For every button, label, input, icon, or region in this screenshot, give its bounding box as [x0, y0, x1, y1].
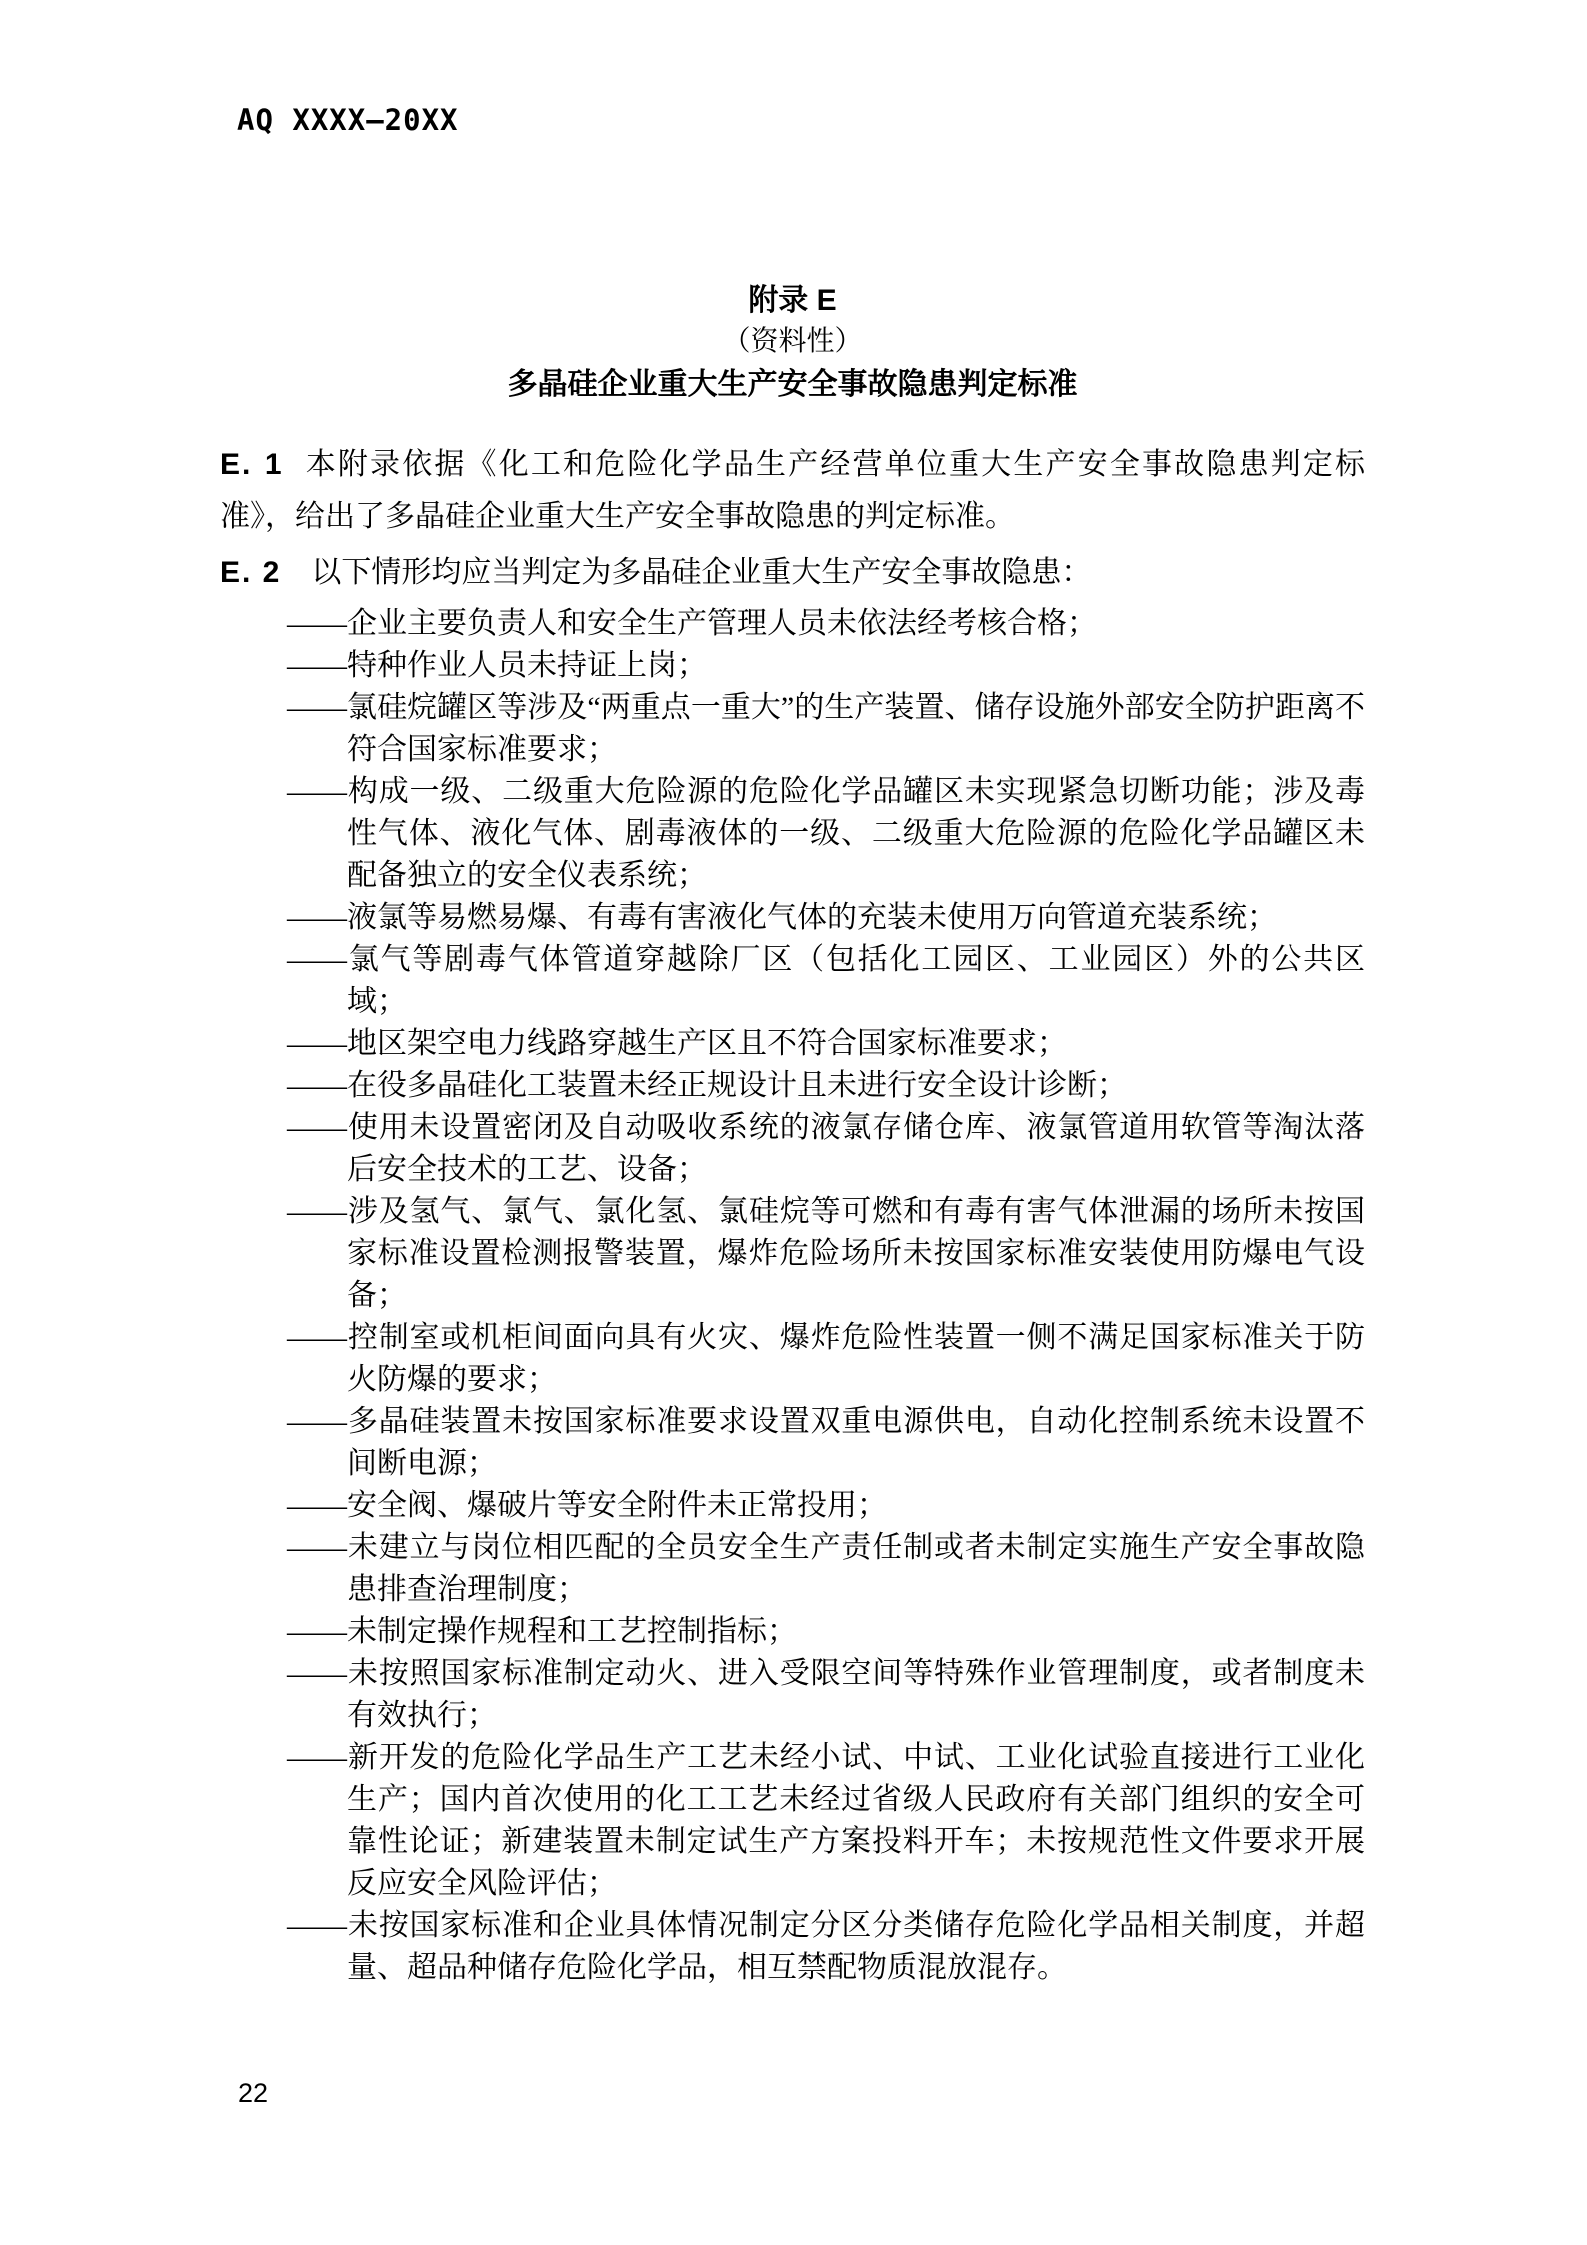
hazard-item	[220, 645, 1365, 687]
item-dash: ——	[287, 1531, 347, 1564]
item-dash: ——	[287, 607, 347, 640]
hazard-item	[220, 603, 1365, 645]
item-text: 氯气等剧毒气体管道穿越除厂区（包括化工园区、工业园区）外的公共区域；	[347, 943, 1365, 1018]
page-number: 22	[238, 2078, 269, 2108]
hazard-item	[220, 771, 1365, 897]
hazard-item	[220, 1485, 1365, 1527]
item-dash: ——	[287, 775, 347, 808]
hazard-item	[220, 1065, 1365, 1107]
hazard-item	[220, 939, 1365, 1023]
clause-e1-text: 本附录依据《化工和危险化学品生产经营单位重大生产安全事故隐患判定标准》，给出了多晶硅企业重大生产安全事故隐患的判定标准。	[220, 448, 1365, 533]
item-dash: ——	[287, 1405, 347, 1438]
standard-number-header: AQ XXXX—20XX	[237, 103, 459, 137]
item-text: 未建立与岗位相匹配的全员安全生产责任制或者未制定实施生产安全事故隐患排查治理制度；	[347, 1531, 1365, 1606]
item-dash: ——	[287, 1321, 347, 1354]
appendix-type: （资料性）	[722, 326, 863, 357]
item-dash: ——	[287, 1657, 347, 1690]
item-dash: ——	[287, 1741, 347, 1774]
item-text: 特种作业人员未持证上岗；	[347, 649, 707, 682]
appendix-label: 附录 E	[748, 284, 837, 317]
appendix-title: 多晶硅企业重大生产安全事故隐患判定标准	[507, 368, 1078, 401]
item-text: 使用未设置密闭及自动吸收系统的液氯存储仓库、液氯管道用软管等淘汰落后安全技术的工艺、设备；	[347, 1111, 1365, 1186]
item-dash: ——	[287, 943, 347, 976]
hazard-item	[220, 1527, 1365, 1611]
item-text: 构成一级、二级重大危险源的危险化学品罐区未实现紧急切断功能；涉及毒性气体、液化气体、剧毒液体的一级、二级重大危险源的危险化学品罐区未配备独立的安全仪表系统；	[347, 775, 1365, 892]
item-dash: ——	[287, 691, 347, 724]
item-dash: ——	[287, 1615, 347, 1648]
item-dash: ——	[287, 901, 347, 934]
item-dash: ——	[287, 1111, 347, 1144]
clause-e2-text: 以下情形均应当判定为多晶硅企业重大生产安全事故隐患：	[311, 556, 1092, 589]
hazard-item	[220, 687, 1365, 771]
hazard-list	[220, 603, 1365, 1989]
item-text: 多晶硅装置未按国家标准要求设置双重电源供电，自动化控制系统未设置不间断电源；	[347, 1405, 1365, 1480]
item-dash: ——	[287, 649, 347, 682]
item-text: 未按国家标准和企业具体情况制定分区分类储存危险化学品相关制度，并超量、超品种储存危险化学品，相互禁配物质混放混存。	[347, 1909, 1365, 1984]
item-text: 未按照国家标准制定动火、进入受限空间等特殊作业管理制度，或者制度未有效执行；	[347, 1657, 1365, 1732]
item-dash: ——	[287, 1069, 347, 1102]
hazard-item	[220, 1905, 1365, 1989]
item-dash: ——	[287, 1195, 347, 1228]
hazard-item	[220, 1191, 1365, 1317]
item-text: 涉及氢气、氯气、氯化氢、氯硅烷等可燃和有毒有害气体泄漏的场所未按国家标准设置检测报警装置，爆炸危险场所未按国家标准安装使用防爆电气设备；	[347, 1195, 1365, 1312]
item-dash: ——	[287, 1027, 347, 1060]
item-text: 新开发的危险化学品生产工艺未经小试、中试、工业化试验直接进行工业化生产；国内首次使用的化工工艺未经过省级人民政府有关部门组织的安全可靠性论证；新建装置未制定试生产方案投料开车；未按规范性文件要求开展反应安全风险评估；	[347, 1741, 1365, 1900]
hazard-item	[220, 1401, 1365, 1485]
hazard-item	[220, 897, 1365, 939]
item-text: 液氯等易燃易爆、有毒有害液化气体的充装未使用万向管道充装系统；	[347, 901, 1277, 934]
item-text: 控制室或机柜间面向具有火灾、爆炸危险性装置一侧不满足国家标准关于防火防爆的要求；	[347, 1321, 1365, 1396]
clause-e2-number: E. 2	[220, 556, 282, 589]
hazard-item	[220, 1023, 1365, 1065]
hazard-item	[220, 1653, 1365, 1737]
item-text: 氯硅烷罐区等涉及“两重点一重大”的生产装置、储存设施外部安全防护距离不符合国家标准要求；	[347, 691, 1365, 766]
item-dash: ——	[287, 1909, 347, 1942]
hazard-item	[220, 1317, 1365, 1401]
item-text: 地区架空电力线路穿越生产区且不符合国家标准要求；	[347, 1027, 1067, 1060]
hazard-item	[220, 1107, 1365, 1191]
item-text: 未制定操作规程和工艺控制指标；	[347, 1615, 797, 1648]
item-text: 在役多晶硅化工装置未经正规设计且未进行安全设计诊断；	[347, 1069, 1127, 1102]
item-text: 安全阀、爆破片等安全附件未正常投用；	[347, 1489, 887, 1522]
item-dash: ——	[287, 1489, 347, 1522]
hazard-item	[220, 1737, 1365, 1905]
item-text: 企业主要负责人和安全生产管理人员未依法经考核合格；	[347, 607, 1097, 640]
clause-e2	[220, 547, 1365, 599]
hazard-item	[220, 1611, 1365, 1653]
clause-e1	[220, 439, 1365, 543]
clause-e1-number: E. 1	[220, 448, 284, 481]
